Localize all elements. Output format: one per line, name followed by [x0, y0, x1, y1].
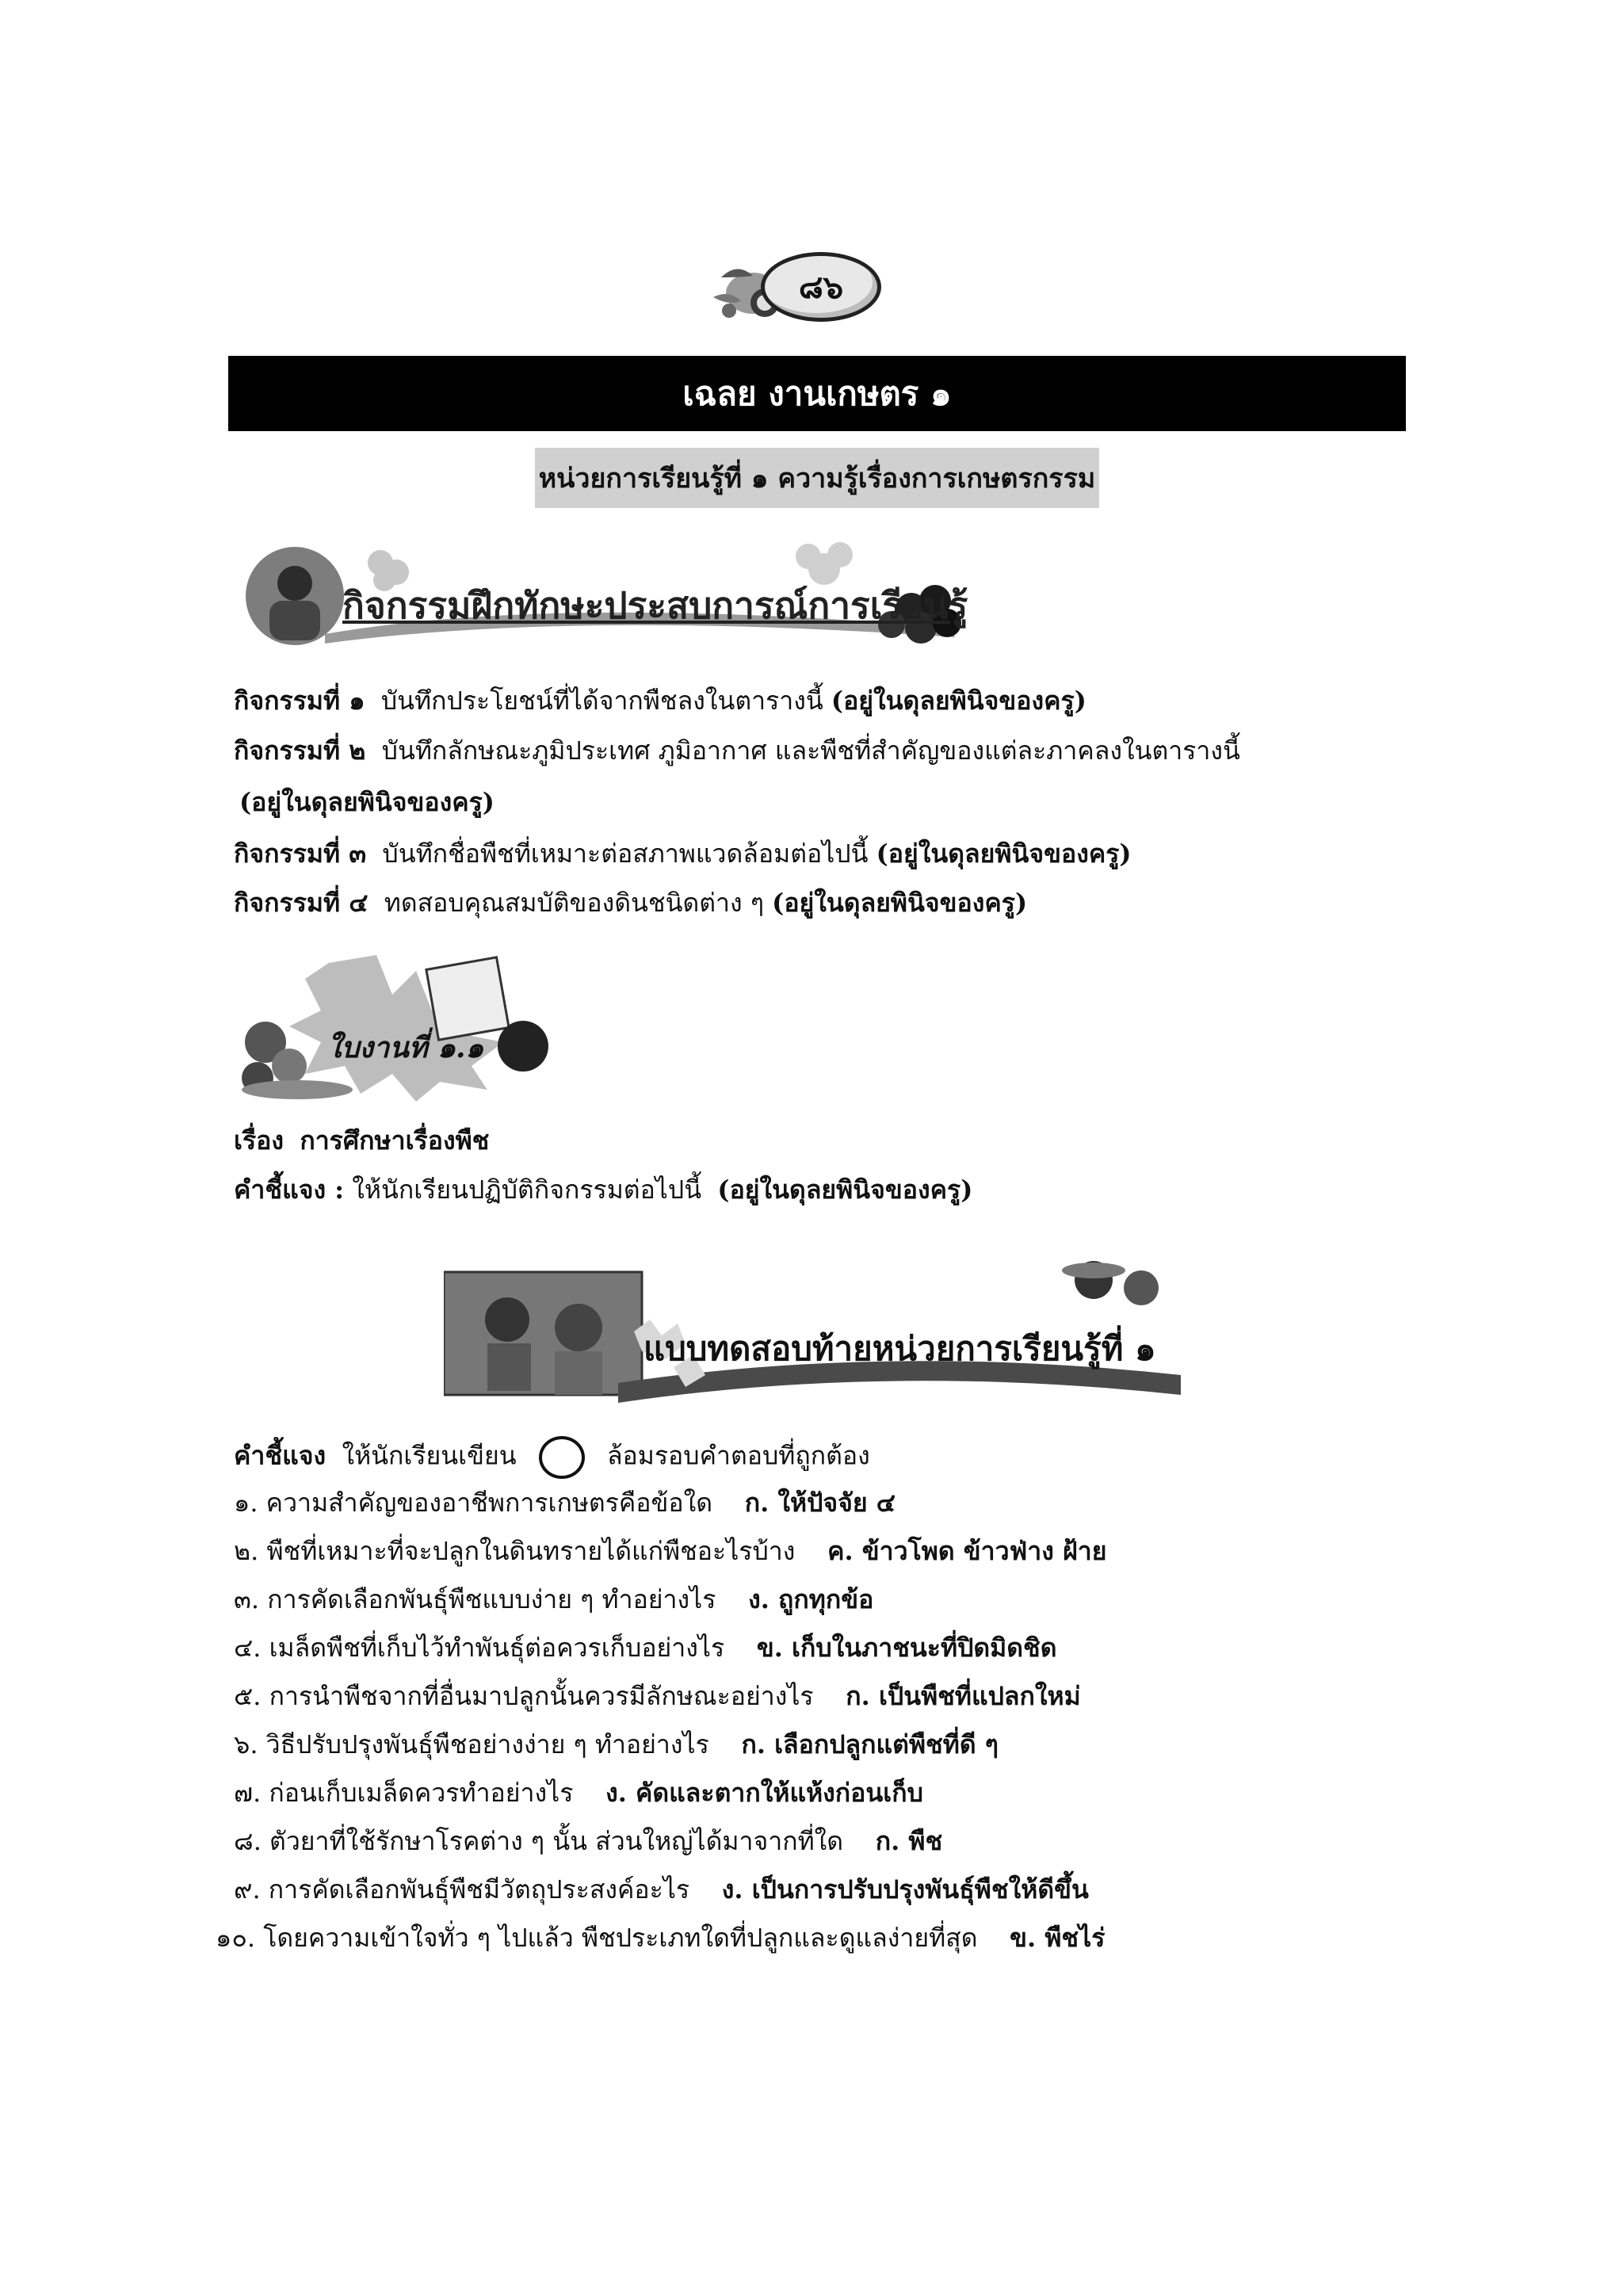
question-4: ๔. เมล็ดพืชที่เก็บไว้ทำพันธุ์ต่อควรเก็บอย่างไร ข. เก็บในภาชนะที่ปิดมิดชิด: [234, 1633, 1057, 1663]
question-3: ๓. การคัดเลือกพันธุ์พืชแบบง่าย ๆ ทำอย่างไร ง. ถูกทุกข้อ: [234, 1584, 874, 1614]
worksheet-topic: เรื่อง การศึกษาเรื่องพืช: [234, 1125, 490, 1156]
activity-line-4: กิจกรรมที่ ๔ ทดสอบคุณสมบัติของดินชนิดต่าง ๆ (อยู่ในดุลยพินิจของครู): [234, 888, 1028, 918]
activity-line-3: กิจกรรมที่ ๓ บันทึกชื่อพืชที่เหมาะต่อสภาพแวดล้อมต่อไปนี้ (อยู่ในดุลยพินิจของครู): [234, 839, 1132, 869]
activity-line-2-note: (อยู่ในดุลยพินิจของครู): [239, 787, 495, 817]
test-banner: [444, 1256, 1205, 1411]
question-2: ๒. พืชที่เหมาะที่จะปลูกในดินทรายได้แก่พืชอะไรบ้าง ค. ข้าวโพด ข้าวฟ่าง ฝ้าย: [234, 1536, 1107, 1566]
question-6: ๖. วิธีปรับปรุงพันธุ์พืชอย่างง่าย ๆ ทำอย่างไร ก. เลือกปลูกแต่พืชที่ดี ๆ: [234, 1729, 999, 1759]
question-9: ๙. การคัดเลือกพันธุ์พืชมีวัตถุประสงค์อะไร ง. เป็นการปรับปรุงพันธุ์พืชให้ดีขึ้น: [234, 1874, 1089, 1904]
circle-icon: [539, 1436, 585, 1479]
activity-banner-label: กิจกรรมฝึกทักษะประสบการณ์การเรียนรู้: [342, 584, 968, 627]
activity-line-2: กิจกรรมที่ ๒ บันทึกลักษณะภูมิประเทศ ภูมิอากาศ และพืชที่สำคัญของแต่ละภาคลงในตารางนี้: [234, 735, 1240, 766]
page-title: เฉลย งานเกษตร ๑: [682, 373, 952, 413]
activity-line-1: กิจกรรมที่ ๑ บันทึกประโยชน์ที่ได้จากพืชลงในตารางนี้ (อยู่ในดุลยพินิจของครู): [234, 686, 1086, 716]
question-5: ๕. การนำพืชจากที่อื่นมาปลูกนั้นควรมีลักษณะอย่างไร ก. เป็นพืชที่แปลกใหม่: [234, 1681, 1081, 1711]
question-10: ๑๐. โดยความเข้าใจทั่ว ๆ ไปแล้ว พืชประเภทใดที่ปลูกและดูแลง่ายที่สุด ข. พืชไร่: [216, 1923, 1106, 1953]
worksheet-banner-label: ใบงานที่ ๑.๑: [327, 1031, 484, 1064]
activity-banner: [238, 539, 975, 654]
test-instruction: คำชี้แจง ให้นักเรียนเขียน ล้อมรอบคำตอบที่ถูกต้อง: [234, 1436, 870, 1479]
page-number: ๘๖: [798, 269, 844, 306]
worksheet-instruction: คำชี้แจง : ให้นักเรียนปฏิบัติกิจกรรมต่อไปนี้ (อยู่ในดุลยพินิจของครู): [234, 1175, 973, 1205]
page-number-badge: [705, 246, 880, 325]
question-7: ๗. ก่อนเก็บเมล็ดควรทำอย่างไร ง. คัดและตากให้แห้งก่อนเก็บ: [234, 1778, 923, 1808]
test-banner-label: แบบทดสอบท้ายหน่วยการเรียนรู้ที่ ๑: [643, 1329, 1156, 1368]
question-1: ๑. ความสำคัญของอาชีพการเกษตรคือข้อใด ก. ให้ปัจจัย ๔: [234, 1488, 896, 1518]
unit-heading: หน่วยการเรียนรู้ที่ ๑ ความรู้เรื่องการเกษตรกรรม: [535, 448, 1099, 508]
worksheet-banner: [234, 947, 567, 1102]
title-bar: [228, 356, 1406, 431]
question-8: ๘. ตัวยาที่ใช้รักษาโรคต่าง ๆ นั้น ส่วนใหญ่ได้มาจากที่ใด ก. พืช: [234, 1826, 943, 1856]
